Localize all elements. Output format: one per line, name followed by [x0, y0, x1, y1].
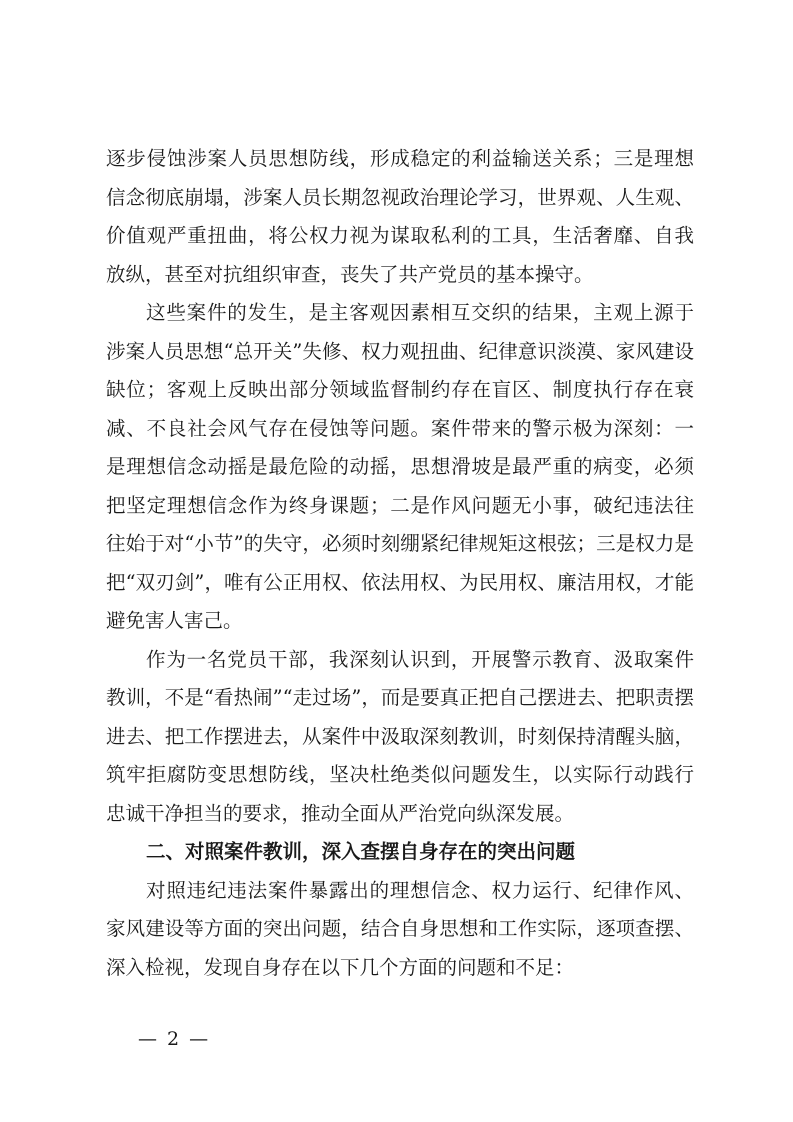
text-line: 把“双刃剑”，唯有公正用权、依法用权、为民用权、廉洁用权，才能 [106, 570, 694, 594]
paragraph-first-line: 这些案件的发生，是主客观因素相互交织的结果，主观上源于 [146, 301, 694, 324]
paragraph-first-line: 对照违纪违法案件暴露出的理想信念、权力运行、纪律作风、 [146, 878, 694, 902]
text-line: 逐步侵蚀涉案人员思想防线，形成稳定的利益输送关系；三是理想 [106, 147, 694, 170]
text-line: 信念彻底崩塌，涉案人员长期忽视政治理论学习，世界观、人生观、 [106, 185, 694, 209]
text-line: 家风建设等方面的突出问题，结合自身思想和工作实际，逐项查摆、 [106, 917, 694, 940]
text-line: 避免害人害己。 [106, 609, 243, 632]
paragraph-first-line: 作为一名党员干部，我深刻认识到，开展警示教育、汲取案件 [146, 647, 694, 671]
page-number: — 2 — [138, 1028, 211, 1050]
text-line: 深入检视，发现自身存在以下几个方面的问题和不足： [106, 955, 575, 979]
text-line: 教训，不是“看热闹”“走过场”，而是要真正把自己摆进去、把职责摆 [106, 686, 694, 709]
text-line: 减、不良社会风气存在侵蚀等问题。案件带来的警示极为深刻：一 [106, 416, 694, 440]
text-line: 是理想信念动摇是最危险的动摇，思想滑坡是最严重的病变，必须 [106, 455, 694, 478]
text-line: 放纵，甚至对抗组织审查，丧失了共产党员的基本操守。 [106, 262, 594, 286]
text-line: 把坚定理想信念作为终身课题；二是作风问题无小事，破纪违法往 [106, 493, 694, 517]
text-line: 往始于对“小节”的失守，必须时刻绷紧纪律规矩这根弦；三是权力是 [106, 532, 694, 555]
document-body [106, 140, 694, 987]
text-line: 筑牢拒腐防变思想防线，坚决杜绝类似问题发生，以实际行动践行 [106, 763, 694, 786]
section-heading: 二、对照案件教训，深入查摆自身存在的突出问题 [146, 840, 576, 863]
text-line: 涉案人员思想“总开关”失修、权力观扭曲、纪律意识淡漠、家风建设 [106, 339, 694, 363]
text-line: 缺位；客观上反映出部分领域监督制约存在盲区、制度执行存在衰 [106, 378, 694, 401]
text-line: 进去、把工作摆进去，从案件中汲取深刻教训，时刻保持清醒头脑， [106, 724, 694, 748]
text-line: 价值观严重扭曲，将公权力视为谋取私利的工具，生活奢靡、自我 [106, 224, 694, 247]
text-line: 忠诚干净担当的要求，推动全面从严治党向纵深发展。 [106, 801, 575, 825]
